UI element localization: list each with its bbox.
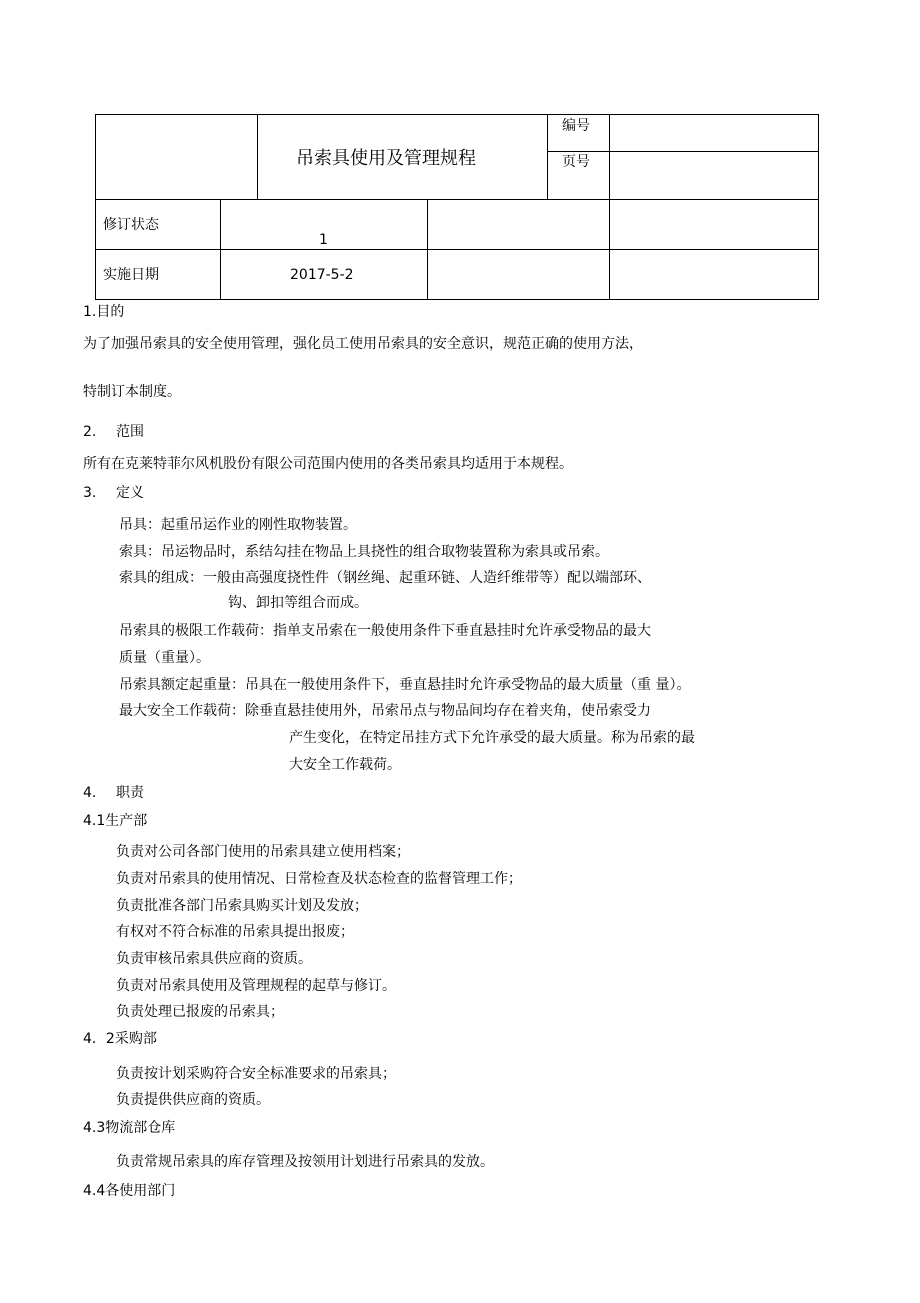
document-title: 吊索具使用及管理规程 [296, 148, 476, 169]
definition-line: 钩、卸扣等组合而成。 [228, 595, 368, 611]
definition-line: 吊索具额定起重量：吊具在一般使用条件下，垂直悬挂时允许承受物品的最大质量（重 量）。 [119, 677, 691, 693]
section-1-heading: 1.目的 [83, 304, 125, 320]
duty-item: 负责对吊索具的使用情况、日常检查及状态检查的监督管理工作； [116, 871, 522, 887]
section-4-heading: 职责 [116, 785, 144, 801]
duty-item: 负责对吊索具使用及管理规程的起草与修订。 [116, 978, 396, 994]
section-1-paragraph: 为了加强吊索具的安全使用管理，强化员工使用吊索具的安全意识，规范正确的使用方法， [83, 336, 643, 352]
definition-line: 索具：吊运物品时，系结勾挂在物品上具挠性的组合取物装置称为索具或吊索。 [119, 544, 609, 560]
duty-item: 负责常规吊索具的库存管理及按领用计划进行吊索具的发放。 [116, 1154, 494, 1170]
definition-line: 最大安全工作载荷：除垂直悬挂使用外，吊索吊点与物品间均存在着夹角，使吊索受力 [119, 703, 651, 719]
date-label: 实施日期 [103, 267, 159, 283]
section-4-3-heading: 4.3物流部仓库 [83, 1120, 176, 1136]
duty-item: 负责按计划采购符合安全标准要求的吊索具； [116, 1066, 396, 1082]
duty-item: 有权对不符合标准的吊索具提出报废； [116, 924, 354, 940]
definition-line: 吊索具的极限工作载荷：指单支吊索在一般使用条件下垂直悬挂时允许承受物品的最大 [119, 623, 651, 639]
section-2-paragraph: 所有在克莱特菲尔风机股份有限公司范围内使用的各类吊索具均适用于本规程。 [83, 456, 573, 472]
duty-item: 负责审核吊索具供应商的资质。 [116, 951, 312, 967]
section-2-number: 2. [83, 424, 97, 440]
section-4-number: 4. [83, 785, 97, 801]
duty-item: 负责对公司各部门使用的吊索具建立使用档案； [116, 844, 410, 860]
section-4-2-heading: 4．2采购部 [83, 1031, 157, 1047]
duty-item: 负责处理已报废的吊索具； [116, 1004, 284, 1020]
definition-line: 大安全工作载荷。 [289, 757, 401, 773]
section-3-heading: 定义 [116, 485, 144, 501]
code-label: 编号 [562, 118, 590, 134]
definition-line: 索具的组成：一般由高强度挠性件（钢丝绳、起重环链、人造纤维带等）配以端部环、 [119, 570, 651, 586]
section-1-paragraph-cont: 特制订本制度。 [83, 384, 181, 400]
page-label: 页号 [562, 154, 590, 170]
revision-value: 1 [319, 232, 328, 248]
section-3-number: 3. [83, 485, 97, 501]
date-value: 2017-5-2 [290, 267, 354, 283]
duty-item: 负责提供供应商的资质。 [116, 1092, 270, 1108]
definition-line: 质量（重量）。 [119, 650, 210, 666]
section-2-heading: 范围 [116, 424, 144, 440]
section-4-1-heading: 4.1生产部 [83, 813, 148, 829]
section-4-4-heading: 4.4各使用部门 [83, 1183, 176, 1199]
definition-line: 吊具：起重吊运作业的刚性取物装置。 [119, 517, 357, 533]
duty-item: 负责批准各部门吊索具购买计划及发放； [116, 898, 368, 914]
revision-label: 修订状态 [103, 217, 159, 233]
definition-line: 产生变化，在特定吊挂方式下允许承受的最大质量。称为吊索的最 [289, 730, 695, 746]
